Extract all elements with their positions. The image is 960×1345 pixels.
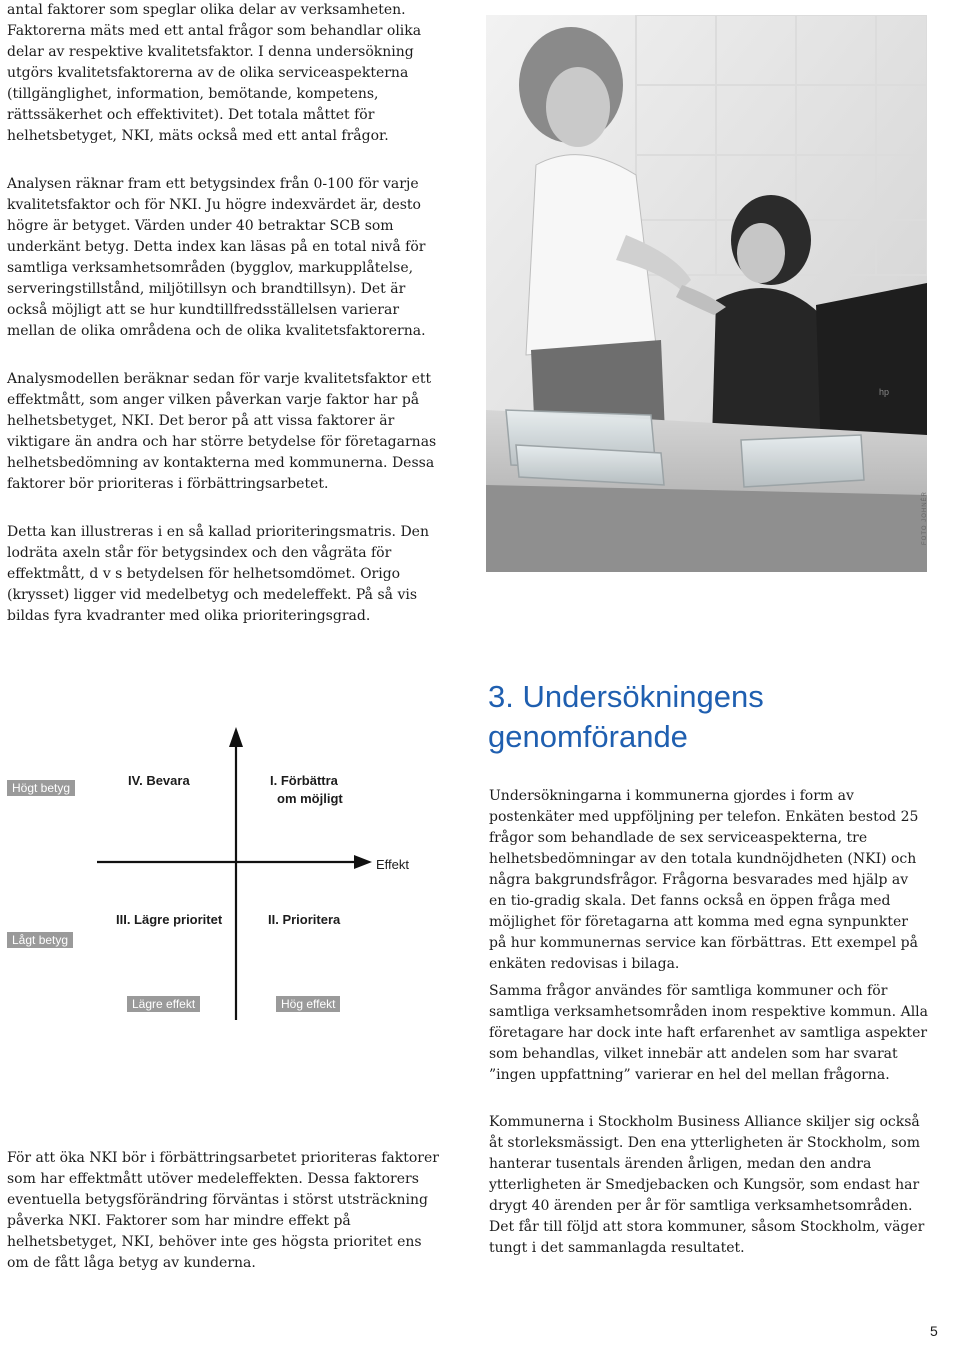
quadrant-ii-label: II. Prioritera — [268, 912, 341, 927]
size-paragraph: Kommunerna i Stockholm Business Alliance skiljer sig också åt storleksmässigt. Den ena ytterligheten är Stockholm, som hanterar tusentals ärenden årligen, medan den andra ytterligheten är Smedjebacken och Kungsör, som endast har drygt 40 ärenden per år för samtliga verksamhetsområden. Det får till följd att stora kommuner, såsom Stockholm, väger tungt i det sammanlagda resultatet. — [489, 1114, 925, 1256]
quadrant-i-label-line1: I. Förbättra — [270, 773, 338, 788]
office-photo — [486, 15, 927, 572]
lower-effect-label: Lägre effekt — [127, 996, 200, 1012]
low-grade-label: Lågt betyg — [7, 932, 73, 948]
high-grade-label: Högt betyg — [7, 780, 75, 796]
vertical-arrow-head — [229, 727, 243, 747]
quadrant-i-label-line2: om möjligt — [277, 791, 343, 806]
conclusion-paragraph: För att öka NKI bör i förbättringsarbetet prioriteras faktorer som har effektmått utöver medeleffekten. Dessa faktorers eventuella betygsförändring förväntas i störst utsträckning påverka NKI. Faktorer som har mindre effekt på helhetsbetyget, NKI, behöver inte ges högsta prioritet ens om de fått låga betyg av kunderna. — [7, 1150, 439, 1271]
office-photo-illustration — [486, 15, 927, 572]
section-heading — [488, 677, 928, 757]
intro-paragraph: antal faktorer som speglar olika delar av verksamheten. Faktorerna mäts med ett antal frågor som behandlar olika delar av respektive kvalitetsfaktor. I denna undersökning utgörs kvalitetsfaktorerna av de olika serviceaspekterna (tillgänglighet, information, bemötande, kompetens, rättssäkerhet och effektivitet). Det totala måttet för helhetsbetyget, NKI, mäts också med ett antal frågor. — [7, 2, 422, 144]
index-paragraph: Analysen räknar fram ett betygsindex från 0-100 för varje kvalitetsfaktor och för NKI. Ju högre indexvärdet är, desto högre är betyget. Värden under 40 betraktar SCB som underkänt betyg. Detta index kan läsas på en total nivå för samtliga verksamhetsområden (bygglov, markupplåtelse, serveringstillstånd, miljötillsyn och brandtillsyn). Det är också möjligt att se hur kundtillfredsställelsen varierar mellan de olika områdena och de olika kvalitetsfaktorerna. — [7, 176, 426, 339]
section-heading-line2: genomförande — [488, 719, 688, 754]
photo-credit: FOTO JOHNÉR — [922, 491, 928, 545]
questions-paragraph: Samma frågor användes för samtliga kommuner och för samtliga verksamhetsområden inom respektive kommun. Alla företagare har dock inte haft erfarenhet av samtliga aspekter som behandlas, vilket innebär att andelen som har svarat ”ingen uppfattning” varierar en hel del mellan frågorna. — [489, 983, 928, 1083]
horizontal-arrow-head — [354, 855, 372, 869]
matrix-paragraph: Detta kan illustreras i en så kallad prioriteringsmatris. Den lodräta axeln står för betygsindex och den vågräta för effektmått, d v s betydelsen för helhetsomdömet. Origo (krysset) ligger vid medelbetyg och medeleffekt. På så vis bildas fyra kvadranter med olika prioriteringsgrad. — [7, 524, 429, 624]
effect-axis-label: Effekt — [376, 857, 410, 872]
survey-paragraph: Undersökningarna i kommunerna gjordes i form av postenkäter med uppföljning per telefon. Enkäten bestod 25 frågor som behandlade de sex serviceaspekterna, tre helhetsbedömningar av den totala kundnöjdheten (NKI) och några bakgrundsfrågor. Frågorna besvarades med hjälp av en tio-gradig skala. Det fanns också en öppen fråga med möjlighet för företagarna att komma med egna synpunkter på hur kommunernas service kan förbättras. Ett exempel på enkäten redovisas i bilaga. — [489, 788, 919, 972]
model-paragraph: Analysmodellen beräknar sedan för varje kvalitetsfaktor ett effektmått, som anger vilken påverkan varje faktor har på helhetsbetyget, NKI. Det beror på att vissa faktorer är viktigare än andra och har större betydelse för företagarnas helhetsbedömning av kontakterna med kommunerna. Dessa faktorer bör prioriteras i förbättringsarbetet. — [7, 371, 437, 492]
quadrant-iii-label: III. Lägre prioritet — [116, 912, 223, 927]
section-heading-line1: 3. Undersökningens — [488, 679, 764, 714]
high-effect-label: Hög effekt — [276, 996, 340, 1012]
monitor-logo: hp — [879, 387, 890, 397]
page-number: 5 — [930, 1323, 938, 1339]
quadrant-iv-label: IV. Bevara — [128, 773, 190, 788]
